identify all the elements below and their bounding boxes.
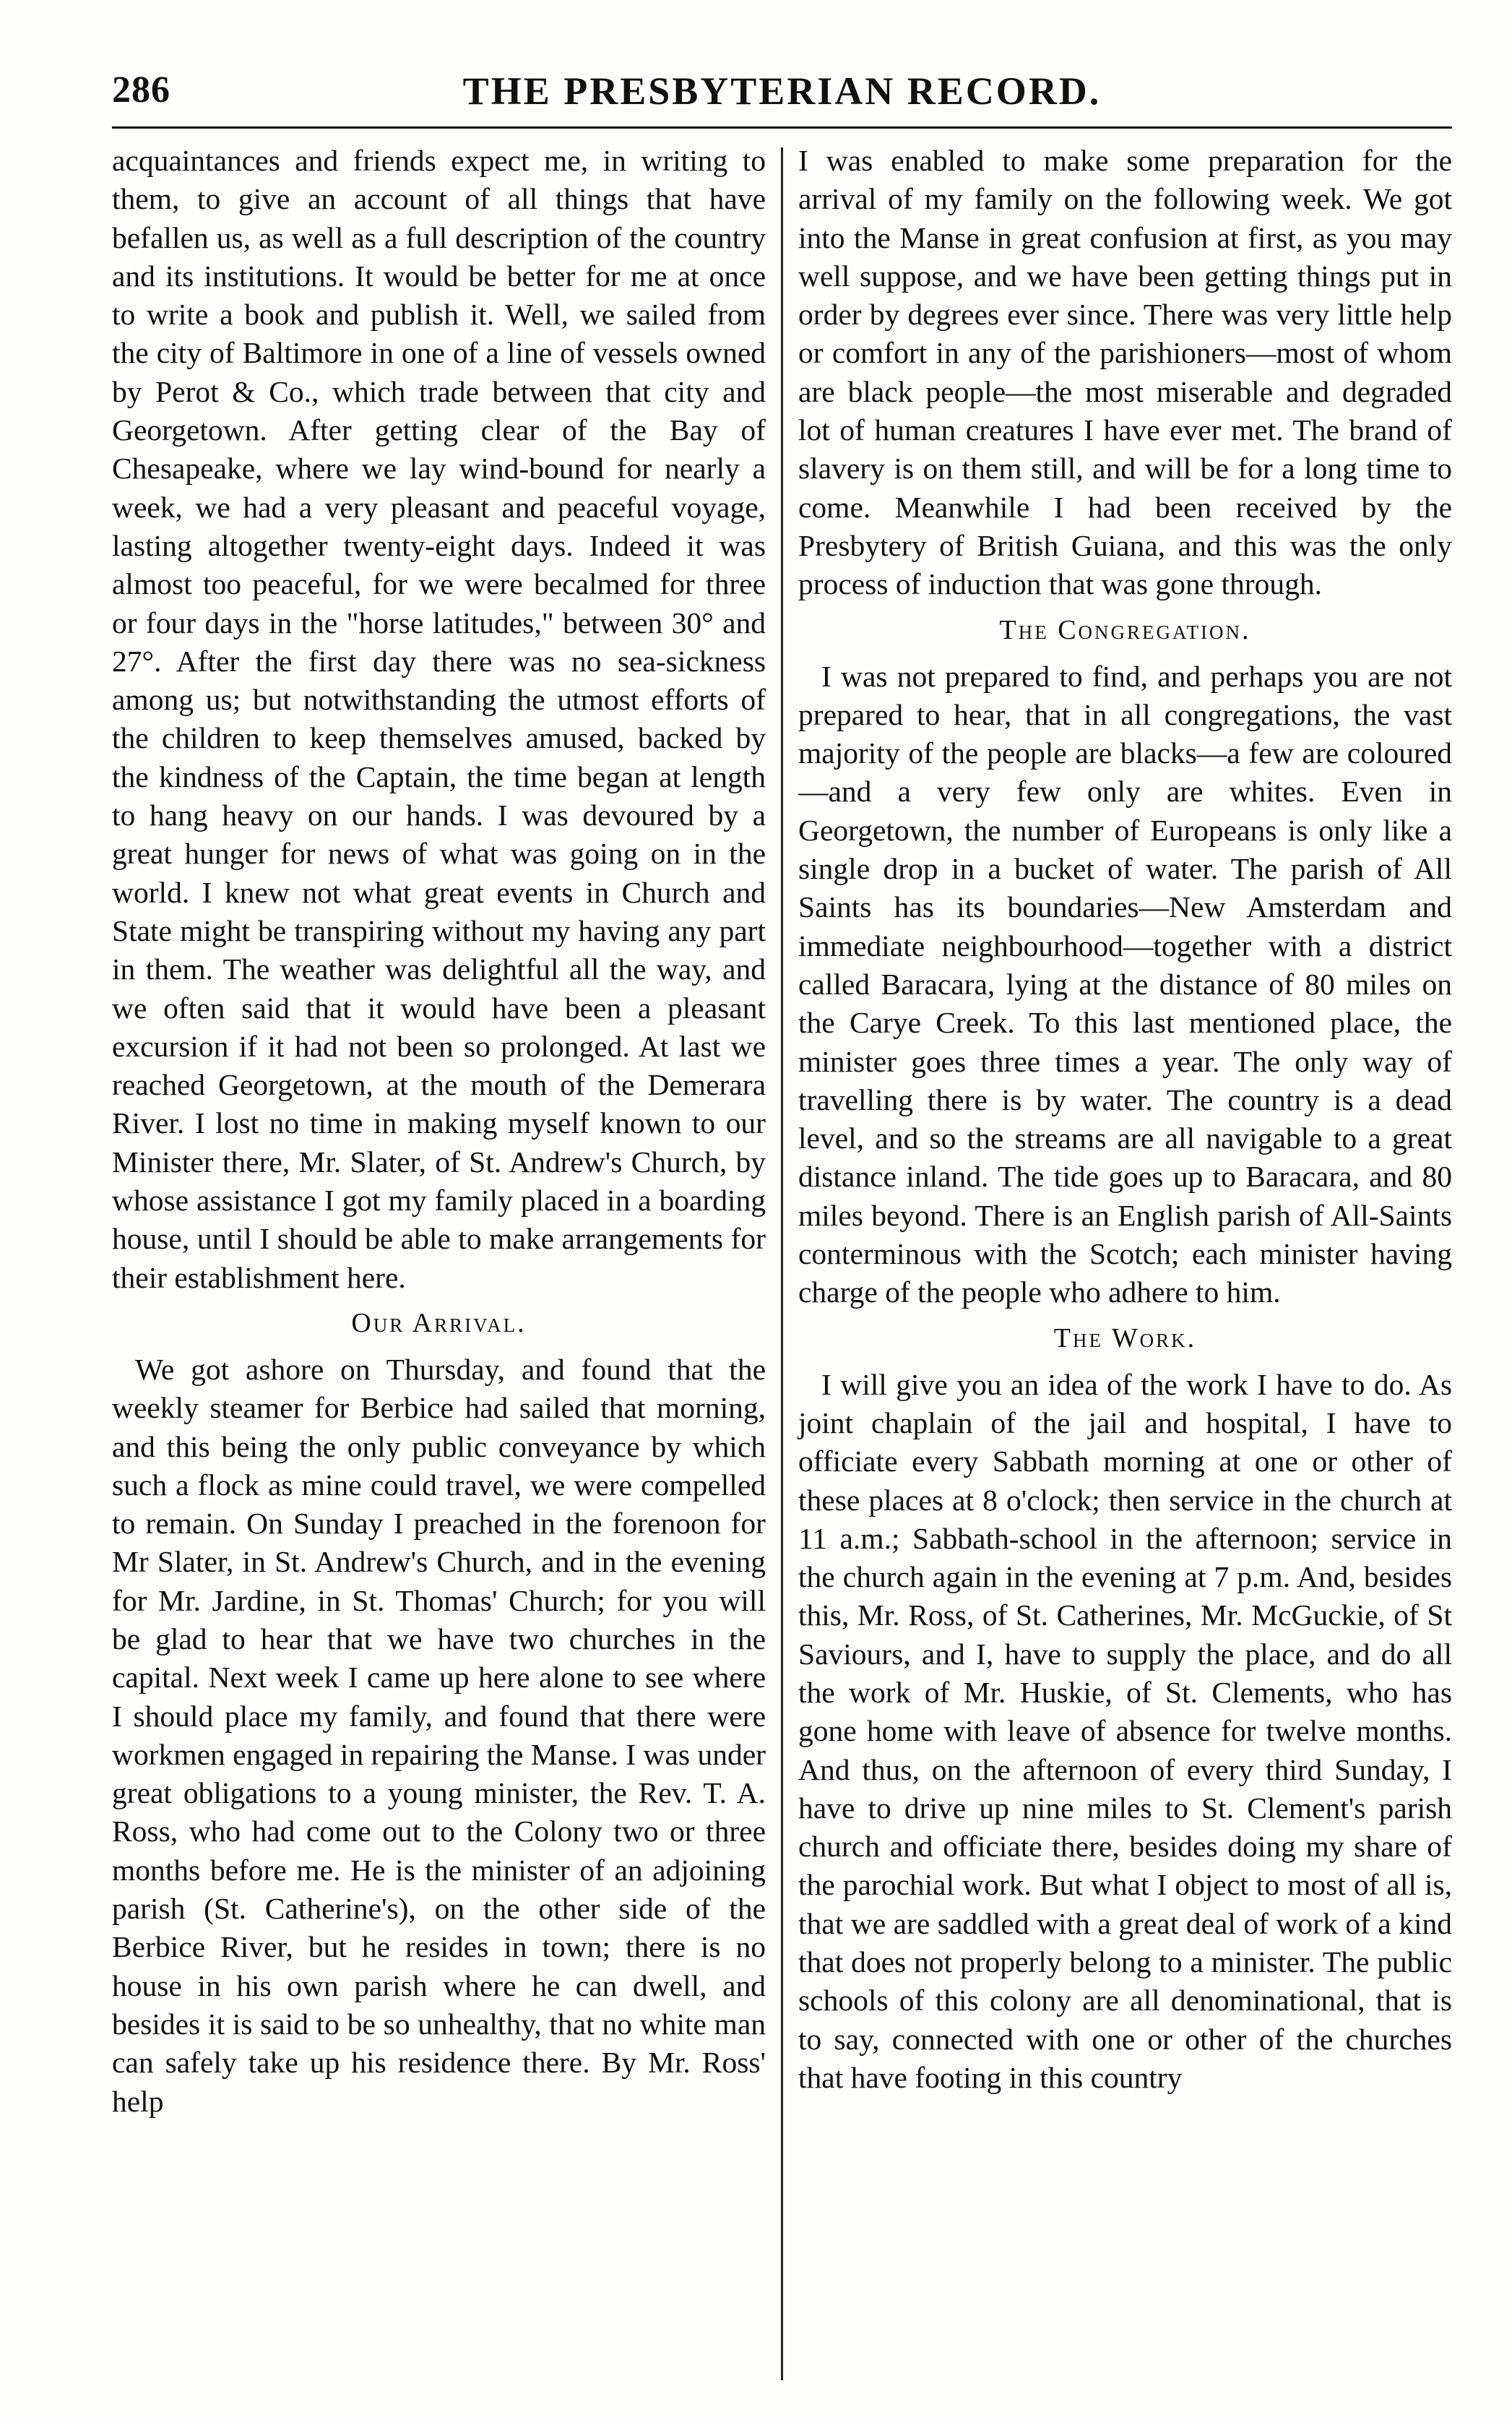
page-header: [112, 69, 1452, 129]
right-column: [798, 142, 1452, 2380]
page-number: 286: [112, 69, 170, 111]
paragraph: We got ashore on Thursday, and found that the weekly steamer for Berbice had sailed that morning, and this being the only public conveyance by which such a flock as mine could travel, we were compelled to remain. On Sunday I preached in the forenoon for Mr Slater, in St. Andrew's Church, and in the evening for Mr. Jardine, in St. Thomas' Church; for you will be glad to hear that we have two churches in the capital. Next week I came up here alone to see where I should place my family, and found that there were workmen engaged in repairing the Manse. I was under great obligations to a young minister, the Rev. T. A. Ross, who had come out to the Colony two or three months before me. He is the minister of an adjoining parish (St. Catherine's), on the other side of the Berbice River, but he resides in town; there is no house in his own parish where he can dwell, and besides it is said to be so unhealthy, that no white man can safely take up his residence there. By Mr. Ross' help: [112, 1352, 766, 2118]
journal-title: THE PRESBYTERIAN RECORD.: [462, 69, 1102, 113]
section-heading-our-arrival: Our Arrival.: [351, 1307, 527, 1338]
newspaper-page: [112, 69, 1452, 2381]
paragraph: I was not prepared to find, and perhaps you are not prepared to hear, that in all congregations, the vast majority of the people are blacks—a few are coloured—and a very few only are whites. Even in Georgetown, the number of Europeans is only like a single drop in a bucket of water. The parish of All Saints has its boundaries—New Amsterdam and immediate neighbourhood—together with a district called Baracara, lying at the distance of 80 miles on the Carye Creek. To this last mentioned place, the minister goes three times a year. The only way of travelling there is by water. The country is a dead level, and so the streams are all navigable to a great distance inland. The tide goes up to Baracara, and 80 miles beyond. There is an English parish of All-Saints conterminous with the Scotch; each minister having charge of the people who adhere to him.: [798, 659, 1452, 1309]
paragraph: I was enabled to make some preparation for the arrival of my family on the following week. We got into the Manse in great confusion at first, as you may well suppose, and we have been getting things put in order by degrees ever since. There was very little help or comfort in any of the parishioners—most of whom are black people—the most miserable and degraded lot of human creatures I have ever met. The brand of slavery is on them still, and will be for a long time to come. Meanwhile I had been received by the Presbytery of British Guiana, and this was the only process of induction that was gone through.: [798, 144, 1452, 601]
section-heading-the-congregation: The Congregation.: [999, 614, 1251, 645]
paragraph: acquaintances and friends expect me, in writing to them, to give an account of all things that have befallen us, as well as a full description of the country and its institutions. It would be better for me at once to write a book and publish it. Well, we sailed from the city of Baltimore in one of a line of vessels owned by Perot & Co., which trade between that city and Georgetown. After getting clear of the Bay of Chesapeake, where we lay wind-bound for nearly a week, we had a very pleasant and peaceful voyage, lasting altogether twenty-eight days. Indeed it was almost too peaceful, for we were becalmed for three or four days in the "horse latitudes," between 30° and 27°. After the first day there was no sea-sickness among us; but notwithstanding the utmost efforts of the children to keep themselves amused, backed by the kindness of the Captain, the time began at length to hang heavy on our hands. I was devoured by a great hunger for news of what was going on in the world. I knew not what great events in Church and State might be transpiring without my having any part in them. The weather was delightful all the way, and we often said that it would have been a pleasant excursion if it had not been so prolonged. At last we reached Georgetown, at the mouth of the Demerara River. I lost no time in making myself known to our Minister there, Mr. Slater, of St. Andrew's Church, by whose assistance I got my family placed in a boarding house, until I should be able to make arrangements for their establishment here.: [112, 144, 766, 1294]
column-divider: [781, 147, 783, 2380]
left-column: [112, 142, 766, 2380]
section-heading-the-work: The Work.: [1053, 1322, 1197, 1353]
article-columns: [112, 142, 1452, 2380]
paragraph: I will give you an idea of the work I have to do. As joint chaplain of the jail and hospital, I have to officiate every Sabbath morning at one or other of these places at 8 o'clock; then service in the church at 11 a.m.; Sabbath-school in the afternoon; service in the church again in the evening at 7 p.m. And, besides this, Mr. Ross, of St. Catherines, Mr. McGuckie, of St Saviours, and I, have to supply the place, and do all the work of Mr. Huskie, of St. Clements, who has gone home with leave of absence for twelve months. And thus, on the afternoon of every third Sunday, I have to drive up nine miles to St. Clement's parish church and officiate there, besides doing my share of the parochial work. But what I object to most of all is, that we are saddled with a great deal of work of a kind that does not properly belong to a minister. The public schools of this colony are all denominational, that is to say, connected with one or other of the churches that have footing in this country: [798, 1367, 1452, 2094]
